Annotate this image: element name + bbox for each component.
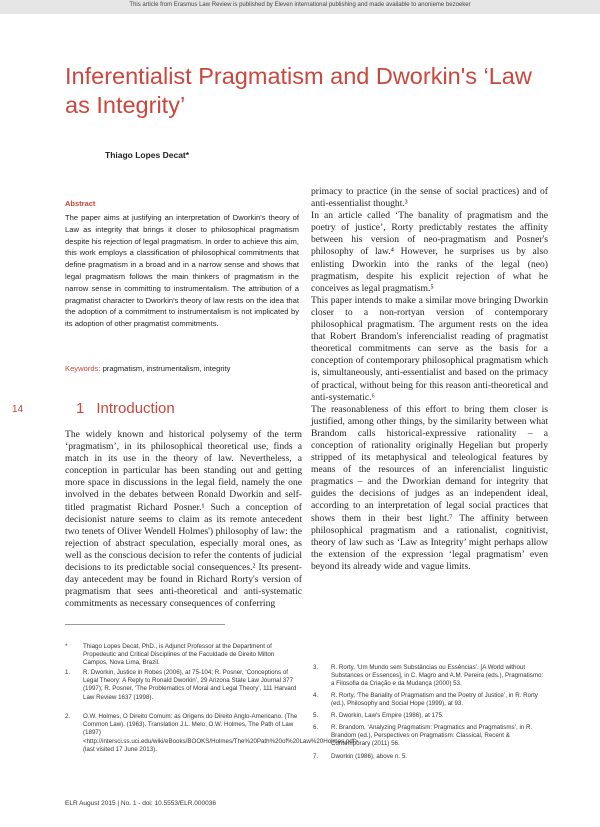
footnote: [313, 724, 548, 749]
footnote-mark: 4.: [313, 692, 319, 699]
banner-text: This article from Erasmus Law Review is published by Eleven international publishing and made available to anonieme bezoeker: [129, 2, 471, 8]
footnote-mark: 7.: [313, 753, 319, 760]
body-paragraph: This paper intends to make a similar move bringing Dworkin closer to a non-rortyan version of contemporary philosophical pragmatism. The argument rests on the idea that Robert Brandom's inferencialist reading of pragmatist theoretical commitments can serve as the basis for a conception of contemporary philosophical pragmatism which is, simultaneously, anti-essentialist and based on the primacy of practical, without being for this reason anti-theoretical and anti-systematic.⁶: [311, 294, 548, 403]
abstract-body: [65, 212, 299, 330]
footnote-divider: [65, 624, 225, 625]
footnote-text: R. Rorty, ‘Um Mundo sem Substâncias ou Essências’. [A World without Substances or Essences], in C. Magro and A.M. Pereira (eds.), Pragmatismo: a Filosofia da Criação e da Mudança (2000) 53.: [331, 664, 544, 688]
keywords-label: Keywords:: [65, 364, 101, 373]
section-heading: [76, 400, 175, 417]
article-author: Thiago Lopes Decat*: [105, 150, 190, 160]
footnote: [65, 669, 300, 702]
footnote-text: Dworkin (1986), above n. 5.: [331, 753, 408, 760]
article-title: Inferentialist Pragmatism and Dworkin's ‘Law as Integrity’: [65, 63, 532, 118]
body-column-right: [311, 186, 548, 573]
footnote-mark: 1.: [65, 669, 71, 676]
footnote-text: R. Rorty, ‘The Banality of Pragmatism and the Poetry of Justice’, in R. Rorty (ed.), Philosophy and Social Hope (1999), at 93.: [331, 692, 538, 708]
section-number: 1: [76, 400, 85, 417]
body-paragraph: In an article called ‘The banality of pragmatism and the poetry of justice’, Rorty predictably restates the affinity between his version of neo-pragmatism and Posner's philosophy of law.⁴ However, he surprises us by also enlisting Dworkin into the ranks of the legal (neo) pragmatism, despite his explicit rejection of what he conceives as legal pragmatism.⁵: [311, 210, 548, 294]
abstract-text: The paper aims at justifying an interpretation of Dworkin's theory of Law as integrity that brings it closer to philosophical pragmatism despite his rejection of legal pragmatism. In order to achieve this aim, this work employs a classification of philosophical commitments that define pragmatism in a broad and in a narrow sense and shows that legal pragmatism follows the main thinkers of pragmatism in the narrow sense in committing to instrumentalism. The attribution of a pragmatist character to Dworkin's theory of law rests on the idea that the adoption of a commitment to instrumentalism is not implicated by its adoption of other pragmatist commitments.: [65, 213, 299, 329]
footnote-mark: 6.: [313, 724, 319, 731]
footnote-text: R. Dworkin, Justice in Robes (2006), at 75-104; R. Posner, ‘Conceptions of Legal Theory: A Reply to Ronald Dworkin’, 29 Arizona State Law Journal 377 (1997); R. Posner, ‘The Problematics of Moral and Legal Theory’, 111 Harvard Law Review 1637 (1998).: [83, 669, 297, 701]
footnote: [65, 713, 359, 754]
body-column-left: [65, 429, 302, 610]
footnote-mark: 5.: [313, 712, 319, 719]
footnote-text: R. Brandom, ‘Analyzing Pragmatism: Pragmatics and Pragmatisms’, in R. Brandom (ed.), Perspectives on Pragmatism: Classical, Recent & Contemporary (2011) 56.: [331, 724, 533, 748]
footnote: [65, 643, 300, 668]
footnote: [313, 712, 548, 720]
body-paragraph: The widely known and historical polysemy of the term ‘pragmatism’, in its philosophical theoretical use, finds a match in its use in the theory of law. Nevertheless, a conception in particular has been standing out and getting more space in discussions in the legal field, namely the one involved in the debates between Ronald Dworkin and self-titled pragmatist Richard Posner.¹ Such a conception of decisionist nature seems to claim as its remote antecedent two tenets of Oliver Wendell Holmes') philosophy of law: the rejection of abstract speculation, especially moral ones, as well as the conscious decision to refer the contents of judicial decisions to its predictable social consequences.² Its present-day antecedent may be found in Richard Rorty's version of pragmatism that sees anti-theoretical and anti-systematic commitments as necessary consequences of conferring: [65, 429, 302, 610]
footnote-text: O.W. Holmes, O Direito Comum: as Origens do Direito Anglo-Americano. (The Common Law). (1963). Translation J.L. Melo; O.W. Holmes, The Path of Law (1897) <http://intersci.ss.uci.edu/wiki/eBooks/BOOKS/Holmes/The%20Path%20of%20Law%20Holmes.pdf> (last visited 17 June 2013).: [83, 713, 359, 753]
footnote-text: Thiago Lopes Decat, PhD., is Adjunct Professor at the Department of Propedeutic and Critical Disciplines of the Faculdade de Direito Milton Campos, Nova Lima, Brazil.: [83, 643, 275, 667]
body-paragraph: primacy to practice (in the sense of social practices) and of anti-essentialist thought.³: [311, 186, 548, 210]
keywords: [65, 364, 299, 373]
abstract-heading: Abstract: [65, 199, 96, 208]
footnote: [313, 664, 548, 689]
section-title: Introduction: [96, 400, 175, 417]
footnote-text: R. Dworkin, Law's Empire (1986), at 175.: [331, 712, 444, 719]
body-paragraph: The reasonableness of this effort to bring them closer is justified, among other things, by the similarity between what Brandom calls historical-expressive rationality – a conception of rationality originally Hegelian but properly stripped of its metaphysical and teleological features by means of the resources of an inferencialist linguistic pragmatics – and the Dworkian demand for integrity that guides the decisions of judges as an independent ideal, according to an interpretation of legal social practices that shows them in their best light.⁷ The affinity between philosophical pragmatism and a rationalist, cognitivist, theory of law such as ‘Law as Integrity’ might perhaps allow the extension of the expression ‘legal pragmatism’ even beyond its already wide and vague limits.: [311, 403, 548, 572]
footnote: [313, 692, 548, 708]
footnote-mark: *: [65, 643, 68, 650]
keywords-list: pragmatism, instrumentalism, integrity: [102, 364, 231, 373]
footnote-mark: 3.: [313, 664, 319, 671]
footnote: [313, 753, 548, 761]
page-footer: ELR August 2015 | No. 1 - doi: 10.5553/ELR.000036: [65, 800, 216, 807]
page-number: 14: [12, 404, 24, 415]
footnote-mark: 2.: [65, 713, 71, 720]
download-banner: [0, 0, 600, 14]
